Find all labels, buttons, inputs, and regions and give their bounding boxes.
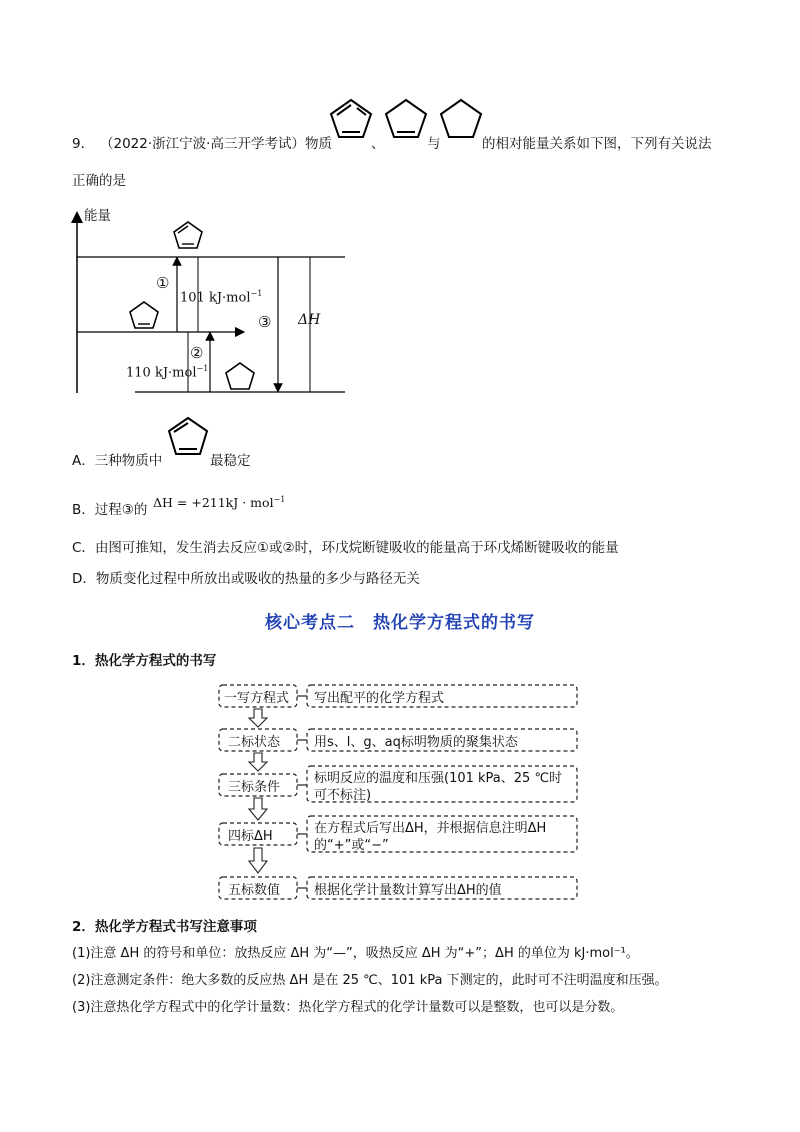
subsection-title-2: 2．热化学方程式书写注意事项	[72, 919, 257, 935]
note-3: (3)注意热化学方程式中的化学计量数：热化学方程式的化学计量数可以是整数，也可以是分数。	[72, 1000, 624, 1015]
cyclopentane-icon	[226, 363, 254, 389]
cyclopentadiene-icon	[174, 222, 202, 248]
question-source: （2022·浙江宁波·高三开学考试）物质	[100, 136, 332, 152]
flow-desc-4b: 的“+”或“−”	[314, 838, 389, 853]
question-line2: 正确的是	[72, 173, 126, 189]
cyclopentadiene-icon	[165, 415, 211, 459]
note-2: (2)注意测定条件：绝大多数的反应热 ΔH 是在 25 ℃、101 kPa 下测定的，此时可不注明温度和压强。	[72, 973, 668, 988]
flow-step-2: 二标状态	[228, 735, 281, 750]
flow-desc-2: 用s、l、g、aq标明物质的聚集状态	[314, 735, 518, 750]
step1-value: 101 kJ·mol$^{-1}$	[180, 289, 263, 306]
step3-label: ③	[258, 313, 272, 331]
separator-comma: 、	[371, 136, 385, 152]
option-a-tail: 最稳定	[210, 453, 251, 469]
flow-step-5: 五标数值	[228, 883, 281, 898]
step2-label: ②	[190, 344, 204, 362]
flow-desc-3b: 可不标注)	[314, 788, 372, 803]
cyclopentene-icon	[130, 302, 158, 328]
flow-desc-3a: 标明反应的温度和压强(101 kPa、25 ℃时	[314, 771, 563, 786]
down-arrow-icon	[249, 709, 267, 727]
separator-and: 与	[427, 136, 441, 152]
subsection-title-1: 1．热化学方程式的书写	[72, 653, 217, 669]
option-b-formula: ΔH = +211kJ · mol$^{-1}$	[153, 495, 286, 511]
note-1: (1)注意 ΔH 的符号和单位：放热反应 ΔH 为“—”，吸热反应 ΔH 为“+”；ΔH 的单位为 kJ·mol⁻¹。	[72, 946, 639, 961]
option-b: B．过程③的	[72, 502, 148, 518]
flow-step-3: 三标条件	[228, 780, 281, 795]
flow-step-1: 一写方程式	[224, 691, 290, 706]
delta-h-label: ΔH	[298, 312, 321, 328]
down-arrow-icon	[249, 798, 267, 820]
option-a: A．三种物质中	[72, 453, 163, 469]
cyclopentane-icon	[437, 96, 485, 146]
flow-desc-5: 根据化学计量数计算写出ΔH的值	[314, 883, 502, 898]
down-arrow-icon	[249, 753, 267, 771]
section-title: 核心考点二 热化学方程式的书写	[265, 613, 535, 633]
down-arrow-icon	[249, 848, 267, 873]
flow-step-4: 四标ΔH	[228, 829, 273, 844]
y-axis-label: 能量	[84, 208, 111, 224]
question-tail: 的相对能量关系如下图，下列有关说法	[482, 136, 712, 152]
cyclopentene-icon	[382, 96, 430, 146]
step1-label: ①	[156, 274, 170, 292]
option-d: D．物质变化过程中所放出或吸收的热量的多少与路径无关	[72, 571, 420, 587]
flow-desc-4a: 在方程式后写出ΔH，并根据信息注明ΔH	[314, 821, 547, 836]
question-number: 9．	[72, 136, 95, 152]
cyclopentadiene-icon	[327, 96, 375, 146]
option-c: C．由图可推知，发生消去反应①或②时，环戊烷断键吸收的能量高于环戊烯断键吸收的能量	[72, 540, 619, 556]
flow-desc-1: 写出配平的化学方程式	[314, 691, 445, 706]
step2-value: 110 kJ·mol$^{-1}$	[126, 364, 209, 381]
